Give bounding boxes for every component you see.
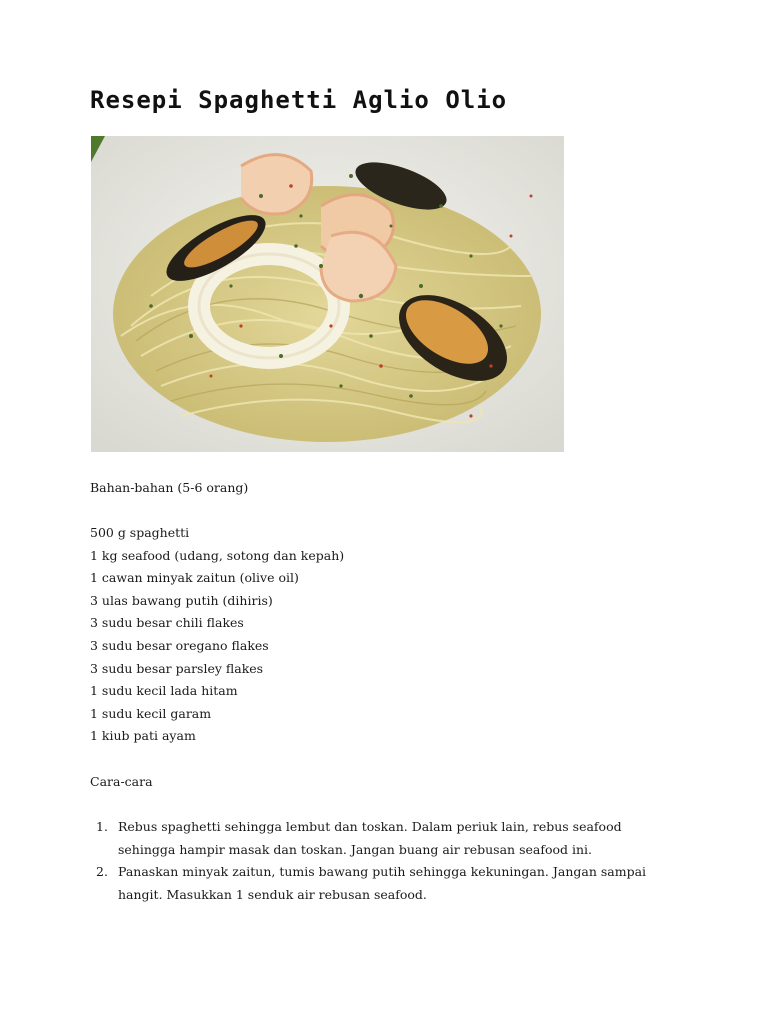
list-item: 1 sudu kecil garam bbox=[90, 705, 212, 721]
ingredients-list bbox=[90, 522, 344, 748]
recipe-title: Resepi Spaghetti Aglio Olio bbox=[90, 86, 508, 114]
list-item: 3 sudu besar oregano flakes bbox=[90, 637, 269, 653]
list-item: 1 cawan minyak zaitun (olive oil) bbox=[90, 570, 299, 586]
ingredients-heading: Bahan-bahan (5-6 orang) bbox=[90, 480, 249, 495]
list-item bbox=[90, 861, 670, 906]
step-number: 1. bbox=[96, 819, 108, 834]
list-item: 1 sudu kecil lada hitam bbox=[90, 683, 238, 699]
list-item: 3 sudu besar chili flakes bbox=[90, 615, 244, 631]
method-heading: Cara-cara bbox=[90, 774, 153, 789]
list-item: 1 kiub pati ayam bbox=[90, 728, 196, 744]
list-item bbox=[90, 816, 670, 861]
list-item: 500 g spaghetti bbox=[90, 525, 190, 540]
step-number: 2. bbox=[96, 864, 108, 880]
spaghetti-photo bbox=[91, 136, 564, 452]
step-text: Panaskan minyak zaitun, tumis bawang putih sehingga kekuningan. Jangan sampai hangit. Masukkan 1 senduk air rebusan seafood. bbox=[118, 864, 647, 902]
method-steps bbox=[90, 816, 670, 906]
list-item: 3 sudu besar parsley flakes bbox=[90, 660, 264, 676]
list-item: 1 kg seafood (udang, sotong dan kepah) bbox=[90, 547, 345, 563]
list-item: 3 ulas bawang putih (dihiris) bbox=[90, 592, 273, 608]
step-text: Rebus spaghetti sehingga lembut dan toskan. Dalam periuk lain, rebus seafood sehingga hampir masak dan toskan. Jangan buang air rebusan seafood ini. bbox=[118, 819, 622, 857]
